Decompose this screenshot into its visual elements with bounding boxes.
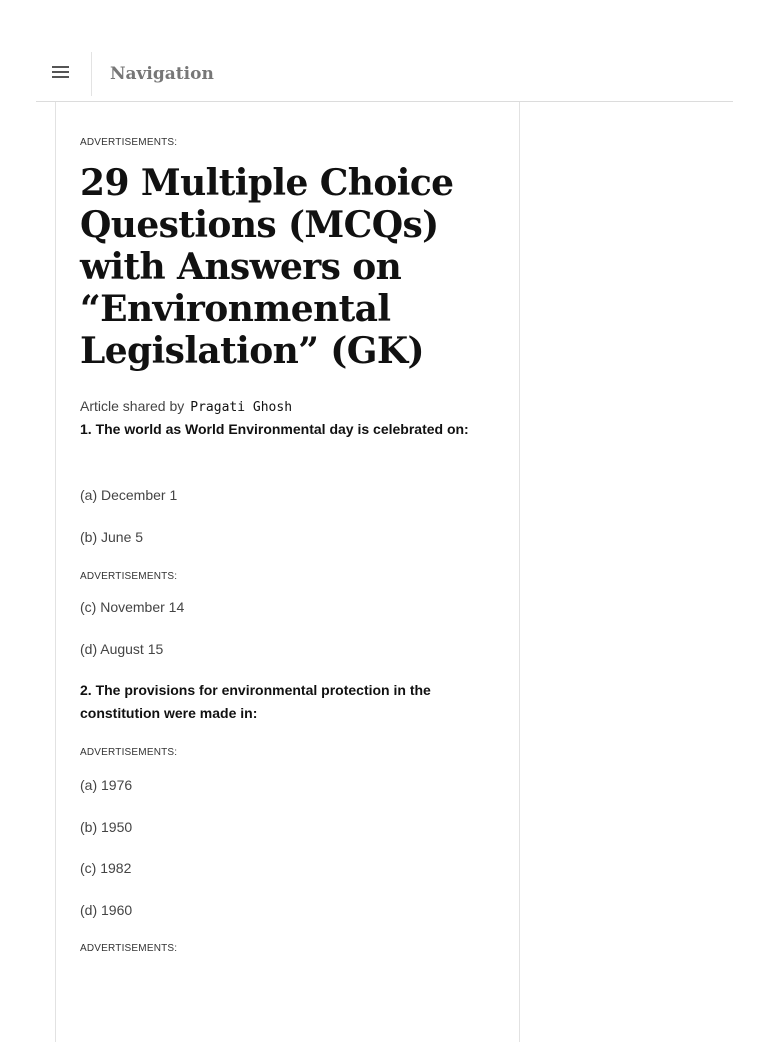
- question-2-option-d: (d) 1960: [80, 902, 133, 918]
- question-2-option-b: (b) 1950: [80, 819, 133, 835]
- author-link[interactable]: Pragati Ghosh: [190, 400, 293, 415]
- advertisement-label: ADVERTISEMENTS:: [80, 137, 178, 148]
- byline-prefix: Article shared by: [80, 398, 185, 414]
- question-1-option-b: (b) June 5: [80, 529, 144, 545]
- navigation-link[interactable]: Navigation: [110, 64, 214, 84]
- top-navigation-bar: [36, 52, 733, 102]
- hamburger-menu-icon[interactable]: [52, 66, 74, 86]
- question-1-option-c: (c) November 14: [80, 599, 185, 615]
- question-1-option-d: (d) August 15: [80, 641, 164, 657]
- question-2-option-a: (a) 1976: [80, 777, 133, 793]
- question-1: 1. The world as World Environmental day is celebrated on:: [80, 421, 469, 437]
- question-2: 2. The provisions for environmental protection in the constitution were made in:: [80, 682, 431, 721]
- question-2-option-c: (c) 1982: [80, 860, 132, 876]
- header-divider: [91, 52, 92, 96]
- article-card: [55, 102, 520, 1042]
- question-1-option-a: (a) December 1: [80, 487, 178, 503]
- advertisement-label: ADVERTISEMENTS:: [80, 571, 178, 582]
- article-headline: 29 Multiple Choice Questions (MCQs) with Answers on “Environmental Legislation” (GK): [80, 162, 454, 372]
- article-byline: [80, 398, 292, 415]
- advertisement-label: ADVERTISEMENTS:: [80, 747, 178, 758]
- advertisement-label: ADVERTISEMENTS:: [80, 943, 178, 954]
